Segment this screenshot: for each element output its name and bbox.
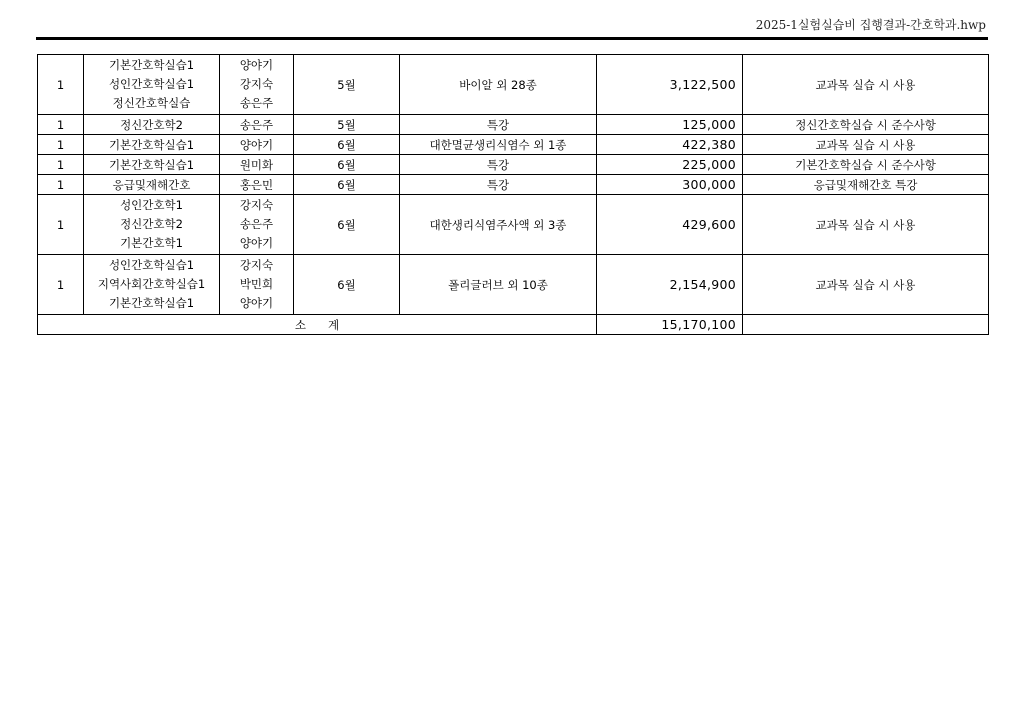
month-cell: 6월	[294, 175, 400, 195]
table-row	[38, 55, 989, 115]
item-cell: 폴리글러브 외 10종	[400, 255, 597, 315]
month-cell: 5월	[294, 55, 400, 115]
amount-cell: 300,000	[597, 175, 743, 195]
professor-name: 송은주	[239, 117, 274, 132]
course-name: 지역사회간호학실습1	[97, 277, 206, 291]
table-row	[38, 255, 989, 315]
item-cell: 특강	[400, 175, 597, 195]
course-cell	[84, 175, 220, 195]
month-cell: 5월	[294, 115, 400, 135]
course-cell	[84, 155, 220, 175]
professor-cell	[220, 155, 294, 175]
qty-cell: 1	[38, 155, 84, 175]
course-cell	[84, 115, 220, 135]
course-name: 기본간호학실습1	[108, 296, 195, 310]
amount-cell: 225,000	[597, 155, 743, 175]
course-cell	[84, 55, 220, 115]
item-cell: 특강	[400, 155, 597, 175]
professor-name: 강지숙	[239, 258, 274, 272]
month-cell: 6월	[294, 255, 400, 315]
qty-cell: 1	[38, 195, 84, 255]
course-cell	[84, 255, 220, 315]
professor-name: 송은주	[239, 217, 274, 231]
amount-cell: 3,122,500	[597, 55, 743, 115]
course-name: 기본간호학실습1	[108, 137, 195, 152]
note-cell: 교과목 실습 시 사용	[743, 195, 989, 255]
course-name: 성인간호학실습1	[108, 258, 195, 272]
professor-cell	[220, 255, 294, 315]
professor-cell	[220, 55, 294, 115]
note-cell: 정신간호학실습 시 준수사항	[743, 115, 989, 135]
course-name: 기본간호학실습1	[108, 157, 195, 172]
header-rule	[36, 37, 988, 40]
subtotal-note-cell	[743, 315, 989, 335]
note-cell: 교과목 실습 시 사용	[743, 255, 989, 315]
note-cell: 응급및재해간호 특강	[743, 175, 989, 195]
expense-table	[37, 54, 989, 335]
professor-name: 양야기	[239, 236, 274, 250]
course-cell	[84, 195, 220, 255]
course-name: 기본간호학실습1	[108, 58, 195, 72]
qty-cell: 1	[38, 55, 84, 115]
professor-cell	[220, 195, 294, 255]
course-name: 정신간호학2	[120, 217, 183, 231]
professor-name: 강지숙	[239, 77, 274, 91]
item-cell: 특강	[400, 115, 597, 135]
table-row	[38, 175, 989, 195]
amount-cell: 2,154,900	[597, 255, 743, 315]
document-file-title: 2025-1실험실습비 집행결과-간호학과.hwp	[755, 18, 986, 32]
course-name: 성인간호학1	[120, 198, 183, 212]
table-row	[38, 115, 989, 135]
subtotal-row	[38, 315, 989, 335]
amount-cell: 125,000	[597, 115, 743, 135]
qty-cell: 1	[38, 135, 84, 155]
amount-cell: 422,380	[597, 135, 743, 155]
course-cell	[84, 135, 220, 155]
course-name: 응급및재해간호	[112, 177, 191, 192]
professor-name: 양야기	[239, 137, 274, 152]
course-name: 정신간호학실습	[112, 96, 191, 110]
table-row	[38, 195, 989, 255]
professor-name: 원미화	[239, 157, 274, 172]
professor-cell	[220, 115, 294, 135]
month-cell: 6월	[294, 155, 400, 175]
professor-name: 홍은민	[239, 177, 274, 192]
item-cell: 대한멸균생리식염수 외 1종	[400, 135, 597, 155]
course-name: 기본간호학1	[120, 236, 183, 250]
month-cell: 6월	[294, 135, 400, 155]
qty-cell: 1	[38, 115, 84, 135]
professor-name: 양야기	[239, 58, 274, 72]
professor-name: 강지숙	[239, 198, 274, 212]
note-cell: 교과목 실습 시 사용	[743, 55, 989, 115]
professor-cell	[220, 135, 294, 155]
note-cell: 기본간호학실습 시 준수사항	[743, 155, 989, 175]
table-row	[38, 135, 989, 155]
note-cell: 교과목 실습 시 사용	[743, 135, 989, 155]
professor-cell	[220, 175, 294, 195]
professor-name: 양야기	[239, 296, 274, 310]
subtotal-label: 소계	[294, 317, 362, 332]
qty-cell: 1	[38, 175, 84, 195]
subtotal-amount-cell: 15,170,100	[597, 315, 743, 335]
professor-name: 송은주	[239, 96, 274, 110]
course-name: 정신간호학2	[120, 117, 183, 132]
qty-cell: 1	[38, 255, 84, 315]
item-cell: 대한생리식염주사액 외 3종	[400, 195, 597, 255]
amount-cell: 429,600	[597, 195, 743, 255]
table-row	[38, 155, 989, 175]
professor-name: 박민희	[239, 277, 274, 291]
item-cell: 바이알 외 28종	[400, 55, 597, 115]
course-name: 성인간호학실습1	[108, 77, 195, 91]
subtotal-label-cell	[38, 315, 597, 335]
month-cell: 6월	[294, 195, 400, 255]
